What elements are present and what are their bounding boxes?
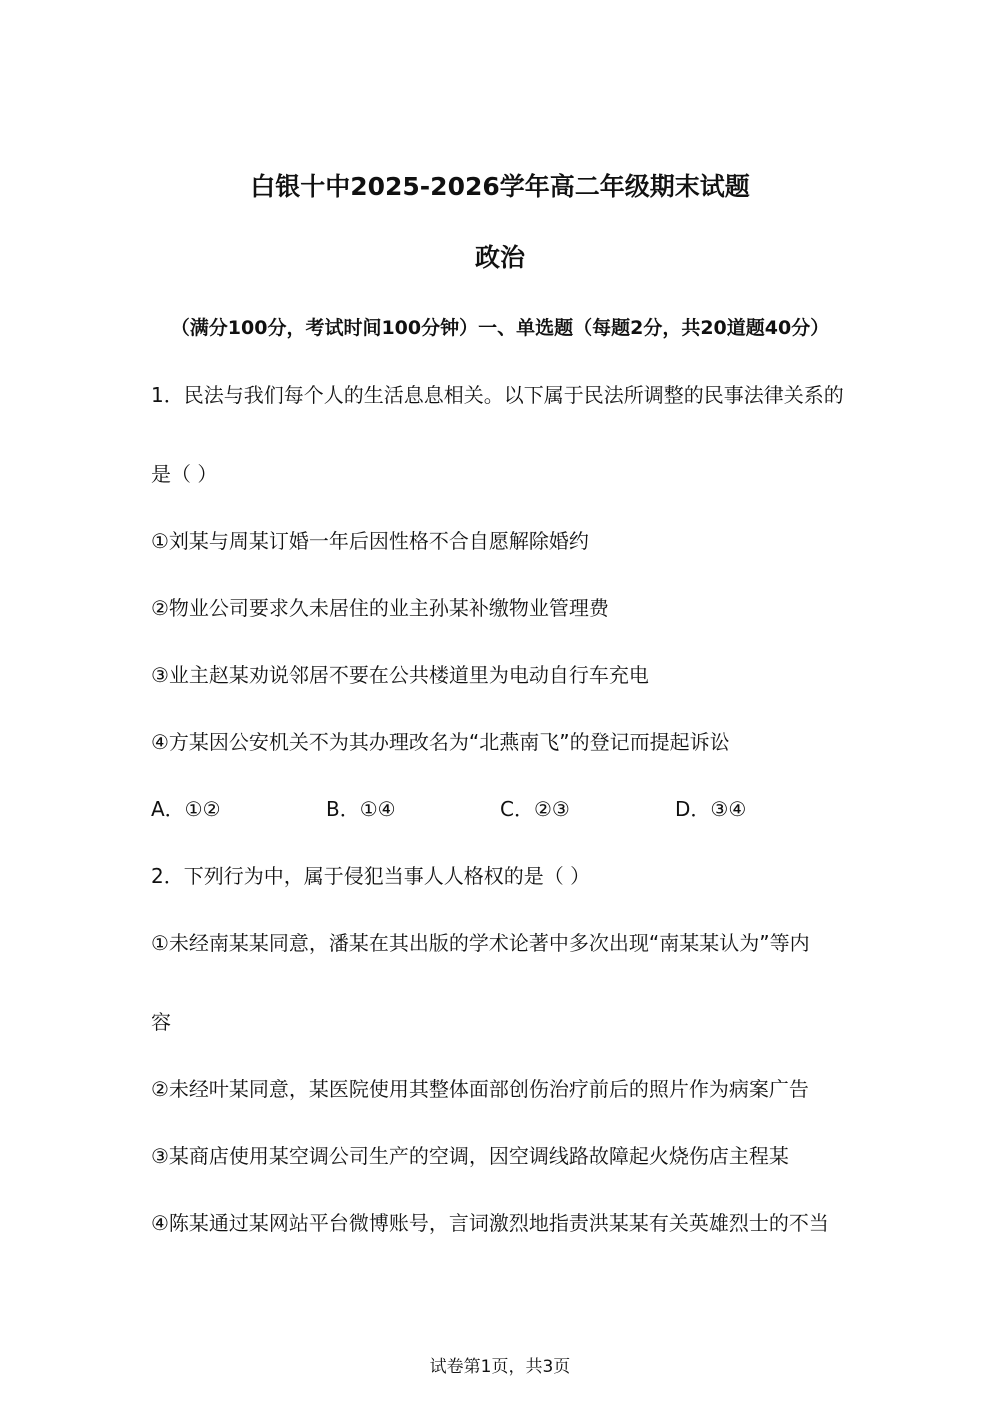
- question-2-item-2: ②未经叶某同意，某医院使用其整体面部创伤治疗前后的照片作为病案广告: [151, 1077, 809, 1101]
- question-1-stem-line-2: 是（ ）: [151, 462, 218, 486]
- question-1-option-c: C．②③: [500, 797, 570, 821]
- question-1-option-d: D．③④: [675, 797, 747, 821]
- question-1-stem-line-1: 1．民法与我们每个人的生活息息相关。以下属于民法所调整的民事法律关系的: [151, 383, 844, 407]
- question-2-item-3: ③某商店使用某空调公司生产的空调，因空调线路故障起火烧伤店主程某: [151, 1144, 789, 1168]
- question-2-item-4: ④陈某通过某网站平台微博账号，言词激烈地指责洪某某有关英雄烈士的不当: [151, 1211, 829, 1235]
- question-2-item-1: ①未经南某某同意，潘某在其出版的学术论著中多次出现“南某某认为”等内: [151, 931, 810, 955]
- question-1-option-b: B．①④: [326, 797, 396, 821]
- subject-title: 政治: [474, 243, 525, 272]
- question-1-item-1: ①刘某与周某订婚一年后因性格不合自愿解除婚约: [151, 529, 589, 553]
- question-2-stem-line-1: 2．下列行为中，属于侵犯当事人人格权的是（ ）: [151, 864, 591, 888]
- question-1-item-2: ②物业公司要求久未居住的业主孙某补缴物业管理费: [151, 596, 609, 620]
- question-1-item-4: ④方某因公安机关不为其办理改名为“北燕南飞”的登记而提起诉讼: [151, 730, 730, 754]
- question-1-option-a: A．①②: [151, 797, 221, 821]
- exam-scope-line: （满分100分，考试时间100分钟）一、单选题（每题2分，共20道题40分）: [170, 317, 830, 339]
- exam-title: 白银十中2025-2026学年高二年级期末试题: [250, 172, 750, 201]
- page-footer: 试卷第1页，共3页: [429, 1357, 571, 1377]
- question-1-item-3: ③业主赵某劝说邻居不要在公共楼道里为电动自行车充电: [151, 663, 649, 687]
- question-2-item-1-continued: 容: [151, 1010, 171, 1034]
